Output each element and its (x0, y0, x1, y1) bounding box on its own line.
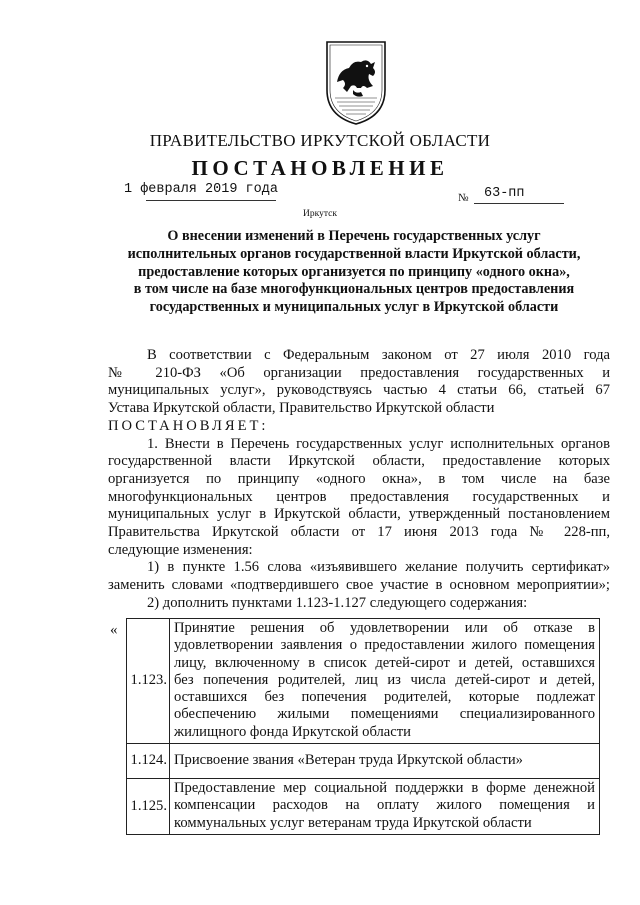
sub2-line: 2) дополнить пунктами 1.123-1.127 следующего содержания: (147, 594, 528, 611)
item1-line: многофункциональных центров предоставления государственных и (108, 488, 610, 505)
preamble-line: Устава Иркутской области, Правительство Иркутской области (108, 400, 495, 417)
resolves-heading: ПОСТАНОВЛЯЕТ: (108, 417, 269, 434)
document-type: ПОСТАНОВЛЕНИЕ (191, 156, 449, 180)
preamble-line: муниципальных услуг», руководствуясь частью 4 статьи 66, статьей 67 (108, 382, 610, 399)
preamble-line: В соответствии с Федеральным законом от 27 июля 2010 года (147, 347, 610, 363)
document-date: 1 февраля 2019 года (124, 182, 278, 197)
item-text-line: Принятие решения об удовлетворении или об отказе в (174, 620, 595, 636)
item-code: 1.125. (127, 779, 170, 835)
title-line: предоставление которых организуется по принципу «одного окна», (138, 263, 570, 280)
title-line: О внесении изменений в Перечень государственных услуг (167, 228, 541, 244)
irkutsk-coat-of-arms-icon (323, 38, 389, 128)
item1-line: Правительства Иркутской области от 17 июня 2013 года № 228-пп, (108, 524, 610, 541)
item1-line: организуется по принципу «одного окна», в том числе на базе (108, 470, 610, 487)
number-sign: № (458, 192, 469, 204)
document-number: 63-пп (484, 186, 525, 201)
sub1-line: заменить словами «подтвердившего свое участие в основном мероприятии»; (108, 577, 610, 594)
item1-line: 1. Внести в Перечень государственных услуг исполнительных органов (147, 435, 610, 452)
item-text-line: без попечения родителей, лиц из числа детей-сирот и детей, (174, 671, 595, 688)
number-underline (474, 203, 564, 204)
item-code: 1.124. (127, 744, 170, 779)
table-row (127, 744, 600, 779)
item-text-line: коммунальных услуг ветеранам труда Иркутской области (174, 814, 532, 831)
item-code: 1.123. (127, 619, 170, 744)
opening-quote: « (110, 622, 118, 638)
preamble-line: № 210-ФЗ «Об организации предоставления государственных и (108, 364, 610, 381)
document-body (108, 347, 610, 613)
title-line: государственных и муниципальных услуг в Иркутской области (149, 299, 559, 316)
item-text-line: удовлетворении заявления о предоставлении жилого помещения (174, 637, 595, 654)
city: Иркутск (303, 209, 337, 219)
item-text-line: Предоставление мер социальной поддержки в форме денежной (174, 780, 595, 797)
item-text-line: оставшихся без попечения родителей, которые подлежат (174, 689, 595, 706)
government-name: ПРАВИТЕЛЬСТВО ИРКУТСКОЙ ОБЛАСТИ (149, 131, 491, 150)
item-text-line: компенсации расходов на оплату жилого помещения и (174, 797, 595, 814)
document-title (110, 228, 598, 317)
item1-line: государственной власти Иркутской области, предоставление которых (108, 453, 610, 470)
item-text (170, 619, 600, 744)
item-text-line: Присвоение звания «Ветеран труда Иркутской области» (174, 751, 523, 768)
title-line: исполнительных органов государственной власти Иркутской области, (127, 245, 581, 262)
item-text-line: жилищного фонда Иркутской области (174, 723, 411, 740)
item-text-line: лицу, включенному в список детей-сирот и детей, оставшихся (174, 654, 595, 671)
services-table (126, 618, 600, 835)
item-text (170, 779, 600, 835)
item1-line: муниципальных услуг в Иркутской области, утвержденный постановлением (108, 506, 610, 523)
sub1-line: 1) в пункте 1.56 слова «изъявившего желание получить сертификат» (147, 559, 610, 576)
item1-line: следующие изменения: (108, 541, 253, 558)
date-underline (146, 200, 276, 201)
item-text (170, 744, 600, 779)
item-text-line: обеспечению жилыми помещениями специализированного (174, 706, 595, 723)
title-line: в том числе на базе многофункциональных центров предоставления (133, 281, 575, 298)
table-row (127, 779, 600, 835)
table-row (127, 619, 600, 744)
